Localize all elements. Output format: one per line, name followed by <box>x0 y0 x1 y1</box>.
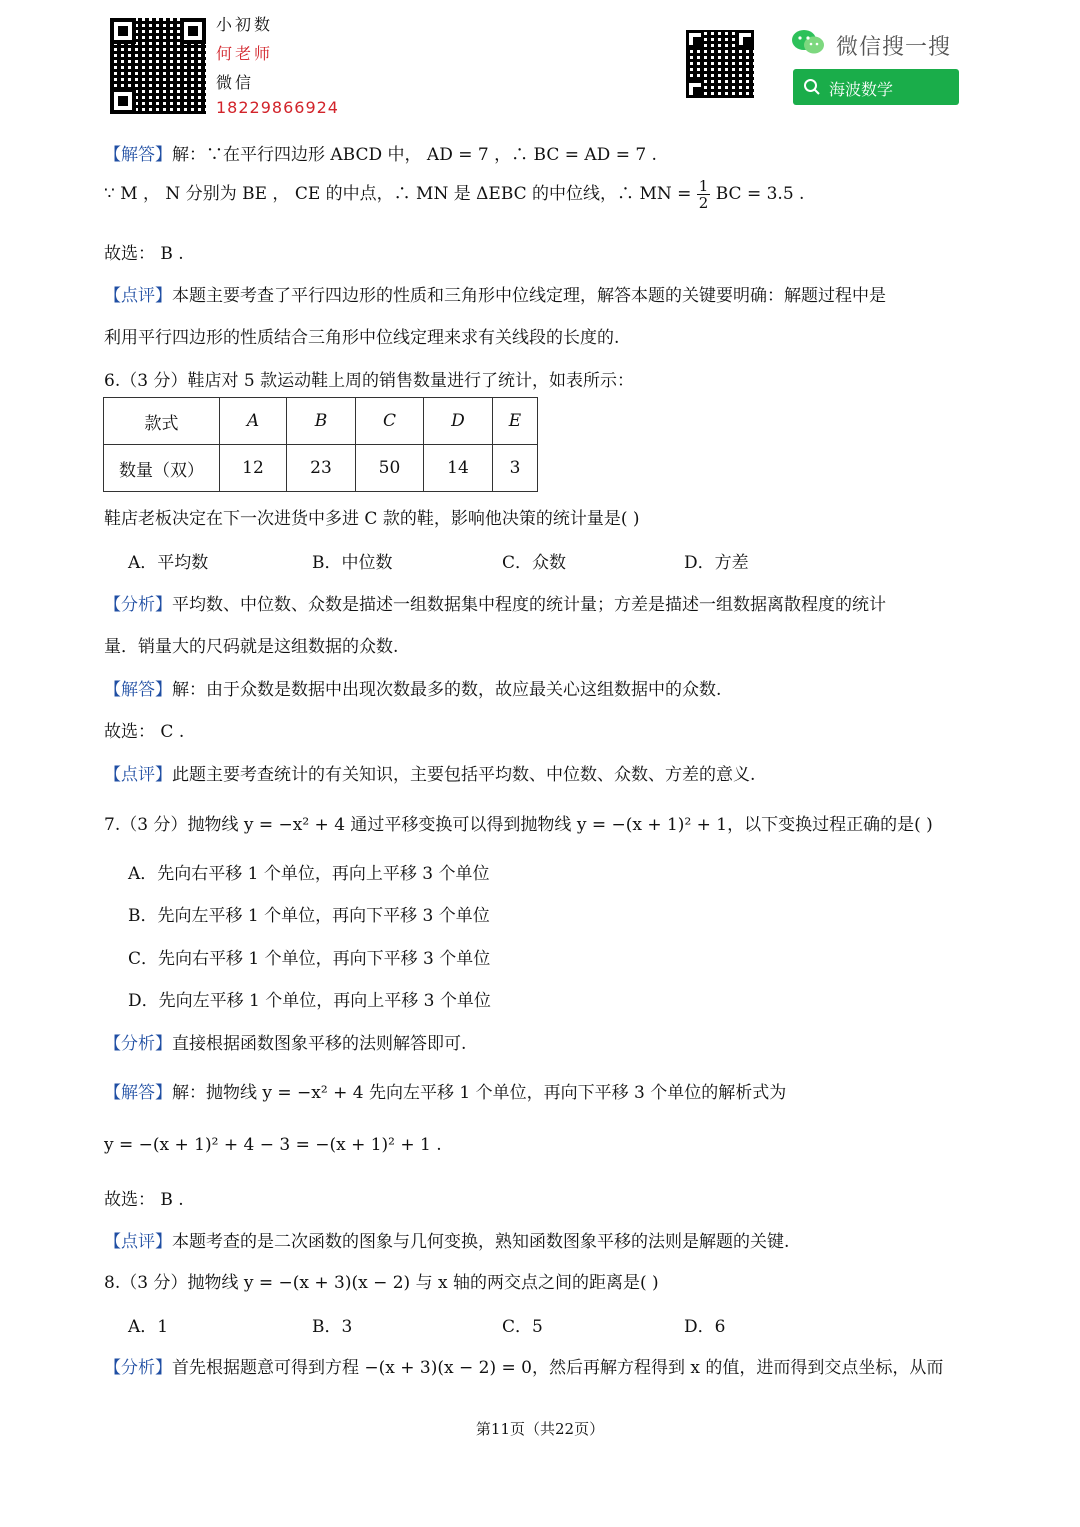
table-header-cell: 款式 <box>104 398 220 445</box>
answer-q7-line2: y = −(x + 1)² + 4 − 3 = −(x + 1)² + 1 . <box>104 1135 442 1155</box>
qr-code-left <box>110 18 206 114</box>
table-cell: 14 <box>424 445 493 492</box>
section-tag: 【解答】 <box>104 1083 172 1103</box>
table-row <box>104 445 538 492</box>
question-6-prompt: 鞋店老板决定在下一次进货中多进 C 款的鞋，影响他决策的统计量是( ) <box>104 509 640 529</box>
contact-line-1: 小初数 <box>216 15 274 34</box>
section-tag: 【分析】 <box>104 1034 172 1054</box>
analysis-q8: 【分析】首先根据题意可得到方程 −(x + 3)(x − 2) = 0，然后再解方程得到 x 的值，进而得到交点坐标，从而 <box>104 1358 944 1378</box>
wechat-search-label: 海波数学 <box>829 80 894 99</box>
table-cell: 50 <box>356 445 424 492</box>
table-cell: 3 <box>493 445 538 492</box>
table-cell: 12 <box>220 445 287 492</box>
wechat-search-button[interactable] <box>793 69 959 105</box>
analysis-q6-line1: 【分析】平均数、中位数、众数是描述一组数据集中程度的统计量；方差是描述一组数据离散程度的统计 <box>104 595 886 615</box>
table-header-cell: D <box>424 398 493 445</box>
search-icon <box>803 78 821 96</box>
question-8: 8.（3 分）抛物线 y = −(x + 3)(x − 2) 与 x 轴的两交点之间的距离是( ) <box>104 1273 659 1293</box>
section-tag: 【点评】 <box>104 1232 172 1252</box>
qr-code-right <box>686 30 754 98</box>
q8-option-b: B．3 <box>312 1317 353 1337</box>
wechat-search-title: 微信搜一搜 <box>836 35 952 60</box>
analysis-q6-line2: 量．销量大的尺码就是这组数据的众数. <box>104 637 399 657</box>
answer-q6: 【解答】解：由于众数是数据中出现次数最多的数，故应最关心这组数据中的众数. <box>104 680 722 700</box>
section-tag: 【点评】 <box>104 765 172 785</box>
choice-q5: 故选： B . <box>104 244 184 264</box>
table-header-row <box>104 398 538 445</box>
q6-option-b: B．中位数 <box>312 553 393 573</box>
table-cell: 23 <box>287 445 356 492</box>
page-footer: 第11页（共22页） <box>475 1420 605 1438</box>
section-tag: 【解答】 <box>104 680 172 700</box>
section-tag: 【解答】 <box>104 145 172 165</box>
answer-q5-midline <box>104 178 804 211</box>
midline-result: BC = 3.5 . <box>715 184 805 204</box>
sales-table <box>103 397 538 492</box>
contact-line-2: 何老师 <box>216 44 274 63</box>
q8-option-c: C．5 <box>502 1317 543 1337</box>
choice-q7: 故选： B . <box>104 1190 184 1210</box>
table-header-cell: E <box>493 398 538 445</box>
table-header-cell: C <box>356 398 424 445</box>
comment-q7: 【点评】本题考查的是二次函数的图象与几何变换，熟知函数图象平移的法则是解题的关键. <box>104 1232 790 1252</box>
q6-option-c: C．众数 <box>502 553 567 573</box>
section-tag: 【分析】 <box>104 1358 172 1378</box>
question-6: 6.（3 分）鞋店对 5 款运动鞋上周的销售数量进行了统计，如表所示： <box>104 371 635 391</box>
table-header-cell: A <box>220 398 287 445</box>
q6-option-a: A．平均数 <box>128 553 209 573</box>
answer-q7-line1: 【解答】解：抛物线 y = −x² + 4 先向左平移 1 个单位，再向下平移 3 个单位的解析式为 <box>104 1083 787 1103</box>
contact-phone: 18229866924 <box>216 98 339 117</box>
q7-option-c: C．先向右平移 1 个单位，再向下平移 3 个单位 <box>128 949 491 969</box>
fraction-numerator: 1 <box>698 177 709 195</box>
comment-q5-line2: 利用平行四边形的性质结合三角形中位线定理来求有关线段的长度的. <box>104 328 620 348</box>
fraction-denominator: 2 <box>698 194 709 212</box>
wechat-icon <box>791 29 825 55</box>
answer-q5: 【解答】解：∵在平行四边形 ABCD 中， AD = 7 ，∴ BC = AD = 7 . <box>104 145 657 165</box>
contact-line-3: 微信 <box>216 73 255 92</box>
section-tag: 【分析】 <box>104 595 172 615</box>
q8-option-a: A．1 <box>128 1317 169 1337</box>
fraction-one-half <box>697 178 711 211</box>
q8-option-d: D．6 <box>684 1317 726 1337</box>
midline-text: ∵ M ， N 分别为 BE ， CE 的中点，∴ MN 是 ΔEBC 的中位线，∴ MN = <box>104 184 692 204</box>
q7-option-b: B．先向左平移 1 个单位，再向下平移 3 个单位 <box>128 906 490 926</box>
comment-q5-line1: 【点评】本题主要考查了平行四边形的性质和三角形中位线定理，解答本题的关键要明确：解题过程中是 <box>104 286 886 306</box>
q7-option-d: D．先向左平移 1 个单位，再向上平移 3 个单位 <box>128 991 491 1011</box>
table-header-cell: B <box>287 398 356 445</box>
q7-option-a: A．先向右平移 1 个单位，再向上平移 3 个单位 <box>128 864 490 884</box>
q6-option-d: D．方差 <box>684 553 749 573</box>
question-7: 7.（3 分）抛物线 y = −x² + 4 通过平移变换可以得到抛物线 y = −(x + 1)² + 1，以下变换过程正确的是( ) <box>104 815 933 835</box>
choice-q6: 故选： C . <box>104 722 185 742</box>
section-tag: 【点评】 <box>104 286 172 306</box>
comment-q6: 【点评】此题主要考查统计的有关知识，主要包括平均数、中位数、众数、方差的意义. <box>104 765 756 785</box>
analysis-q7: 【分析】直接根据函数图象平移的法则解答即可. <box>104 1034 467 1054</box>
table-cell: 数量（双） <box>104 445 220 492</box>
